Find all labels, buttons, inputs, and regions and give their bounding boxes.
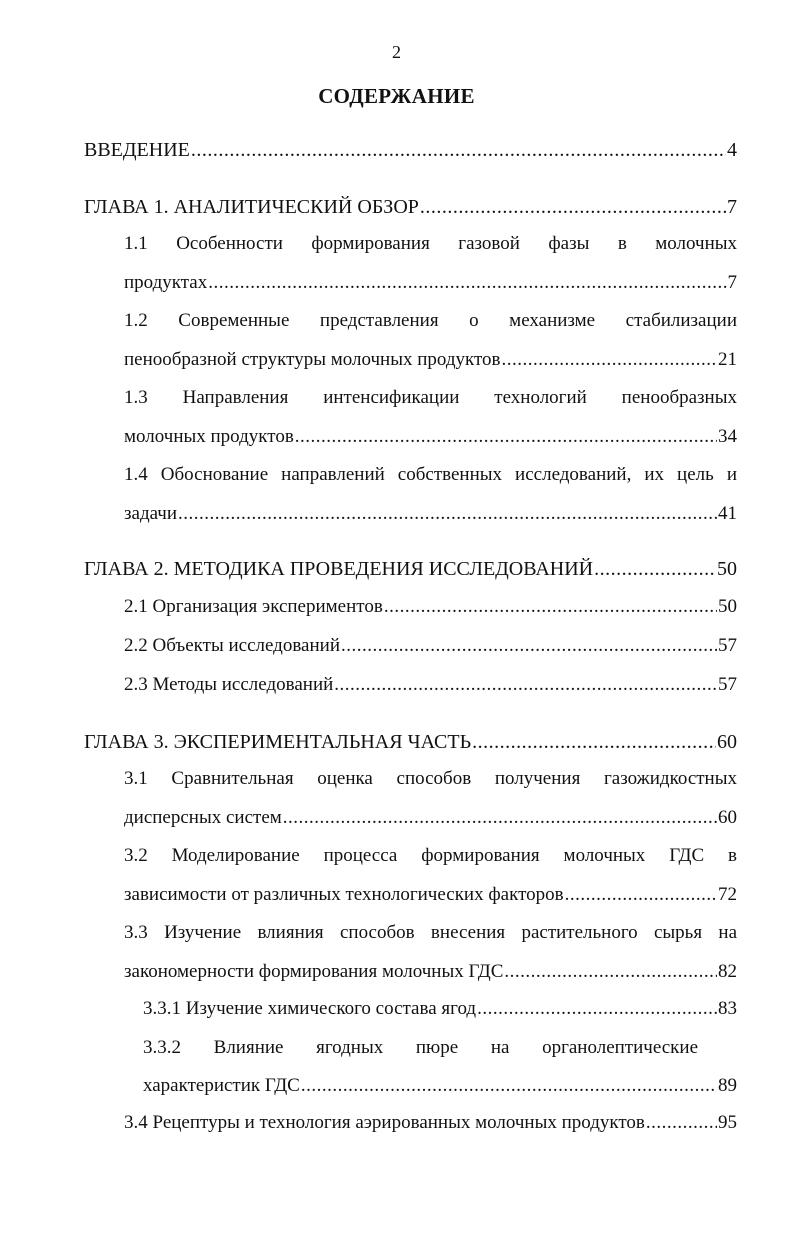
toc-entry-page: 95 (718, 1112, 737, 1133)
toc-entry-page: 57 (718, 674, 737, 695)
toc-entry-page: 50 (717, 558, 737, 580)
toc-entry-page: 89 (718, 1075, 737, 1096)
toc-entry-label: пенообразной структуры молочных продуктов (124, 349, 501, 370)
toc-entry-label: ГЛАВА 1. АНАЛИТИЧЕСКИЙ ОБЗОР (84, 196, 419, 218)
toc-entry-label: 3.4 Рецептуры и технология аэрированных молочных продуктов (124, 1112, 645, 1133)
toc-entry-3-3-2-line1: 3.3.2 Влияние ягодных пюре на органолептические (143, 1037, 698, 1058)
toc-entry-page: 41 (718, 503, 737, 524)
toc-leader-dots (208, 271, 726, 295)
toc-entry-page: 34 (718, 426, 737, 447)
toc-entry-page: 83 (718, 998, 737, 1019)
toc-leader-dots (295, 425, 717, 449)
toc-leader-dots (301, 1074, 717, 1098)
toc-entry-page: 57 (718, 635, 737, 656)
toc-entry-page: 60 (717, 731, 737, 753)
toc-entry-label: ВВЕДЕНИЕ (84, 139, 190, 161)
toc-entry-3-4 (124, 1111, 737, 1135)
toc-entry-3-2-line1: 3.2 Моделирование процесса формирования молочных ГДС в (124, 845, 737, 866)
toc-entry-label: закономерности формирования молочных ГДС (124, 961, 504, 982)
toc-entry-label: 2.3 Методы исследований (124, 674, 334, 695)
toc-entry-3-3-1 (143, 997, 737, 1021)
toc-entry-3-3 (124, 960, 737, 984)
toc-leader-dots (384, 595, 717, 619)
toc-leader-dots (283, 806, 717, 830)
toc-entry-2-3 (124, 673, 737, 697)
toc-entry-1-4-line1: 1.4 Обоснование направлений собственных исследований, их цель и (124, 464, 737, 485)
toc-leader-dots (472, 730, 716, 754)
toc-entry-3-1 (124, 806, 737, 830)
toc-leader-dots (334, 673, 717, 697)
toc-entry-label: задачи (124, 503, 178, 524)
toc-leader-dots (646, 1111, 717, 1135)
toc-leader-dots (594, 557, 716, 581)
toc-entry-page: 7 (727, 196, 737, 218)
toc-entry-label: характеристик ГДС (143, 1075, 300, 1096)
toc-entry-2-2 (124, 634, 737, 658)
toc-entry-label: ГЛАВА 3. ЭКСПЕРИМЕНТАЛЬНАЯ ЧАСТЬ (84, 731, 472, 753)
toc-leader-dots (178, 502, 717, 526)
toc-entry-label: молочных продуктов (124, 426, 294, 447)
toc-leader-dots (502, 348, 717, 372)
toc-chapter-3 (84, 730, 737, 754)
toc-leader-dots (565, 883, 717, 907)
toc-entry-3-3-line1: 3.3 Изучение влияния способов внесения растительного сырья на (124, 922, 737, 943)
toc-entry-page: 72 (718, 884, 737, 905)
toc-entry-page: 21 (718, 349, 737, 370)
toc-entry-3-1-line1: 3.1 Сравнительная оценка способов получения газожидкостных (124, 768, 737, 789)
toc-entry-1-3 (124, 425, 737, 449)
toc-entry-label: 2.2 Объекты исследований (124, 635, 340, 656)
toc-entry-page: 7 (727, 272, 737, 293)
page-title: СОДЕРЖАНИЕ (318, 84, 475, 108)
toc-entry-1-4 (124, 502, 737, 526)
toc-entry-label: ГЛАВА 2. МЕТОДИКА ПРОВЕДЕНИЯ ИССЛЕДОВАНИЙ (84, 558, 594, 580)
toc-leader-dots (341, 634, 717, 658)
toc-entry-1-1-line1: 1.1 Особенности формирования газовой фазы в молочных (124, 233, 737, 254)
toc-entry-label: 2.1 Организация экспериментов (124, 596, 383, 617)
toc-entry-1-2 (124, 348, 737, 372)
toc-entry-page: 4 (727, 139, 737, 161)
toc-entry-label: продуктах (124, 272, 208, 293)
toc-entry-label: 3.3.1 Изучение химического состава ягод (143, 998, 477, 1019)
page-number: 2 (392, 42, 401, 62)
toc-entry-page: 50 (718, 596, 737, 617)
toc-leader-dots (420, 195, 726, 219)
toc-entry-3-2 (124, 883, 737, 907)
toc-entry-label: дисперсных систем (124, 807, 282, 828)
toc-entry-1-1 (124, 271, 737, 295)
toc-entry-page: 82 (718, 961, 737, 982)
toc-entry-3-3-2 (143, 1074, 737, 1098)
toc-entry-label: зависимости от различных технологических факторов (124, 884, 564, 905)
toc-leader-dots (191, 138, 726, 162)
toc-chapter-1 (84, 195, 737, 219)
toc-entry-1-2-line1: 1.2 Современные представления о механизме стабилизации (124, 310, 737, 331)
toc-leader-dots (504, 960, 717, 984)
toc-entry-1-3-line1: 1.3 Направления интенсификации технологий пенообразных (124, 387, 737, 408)
toc-entry-page: 60 (718, 807, 737, 828)
toc-entry-2-1 (124, 595, 737, 619)
toc-chapter-2 (84, 557, 737, 581)
toc-entry-intro (84, 138, 737, 162)
toc-leader-dots (477, 997, 717, 1021)
